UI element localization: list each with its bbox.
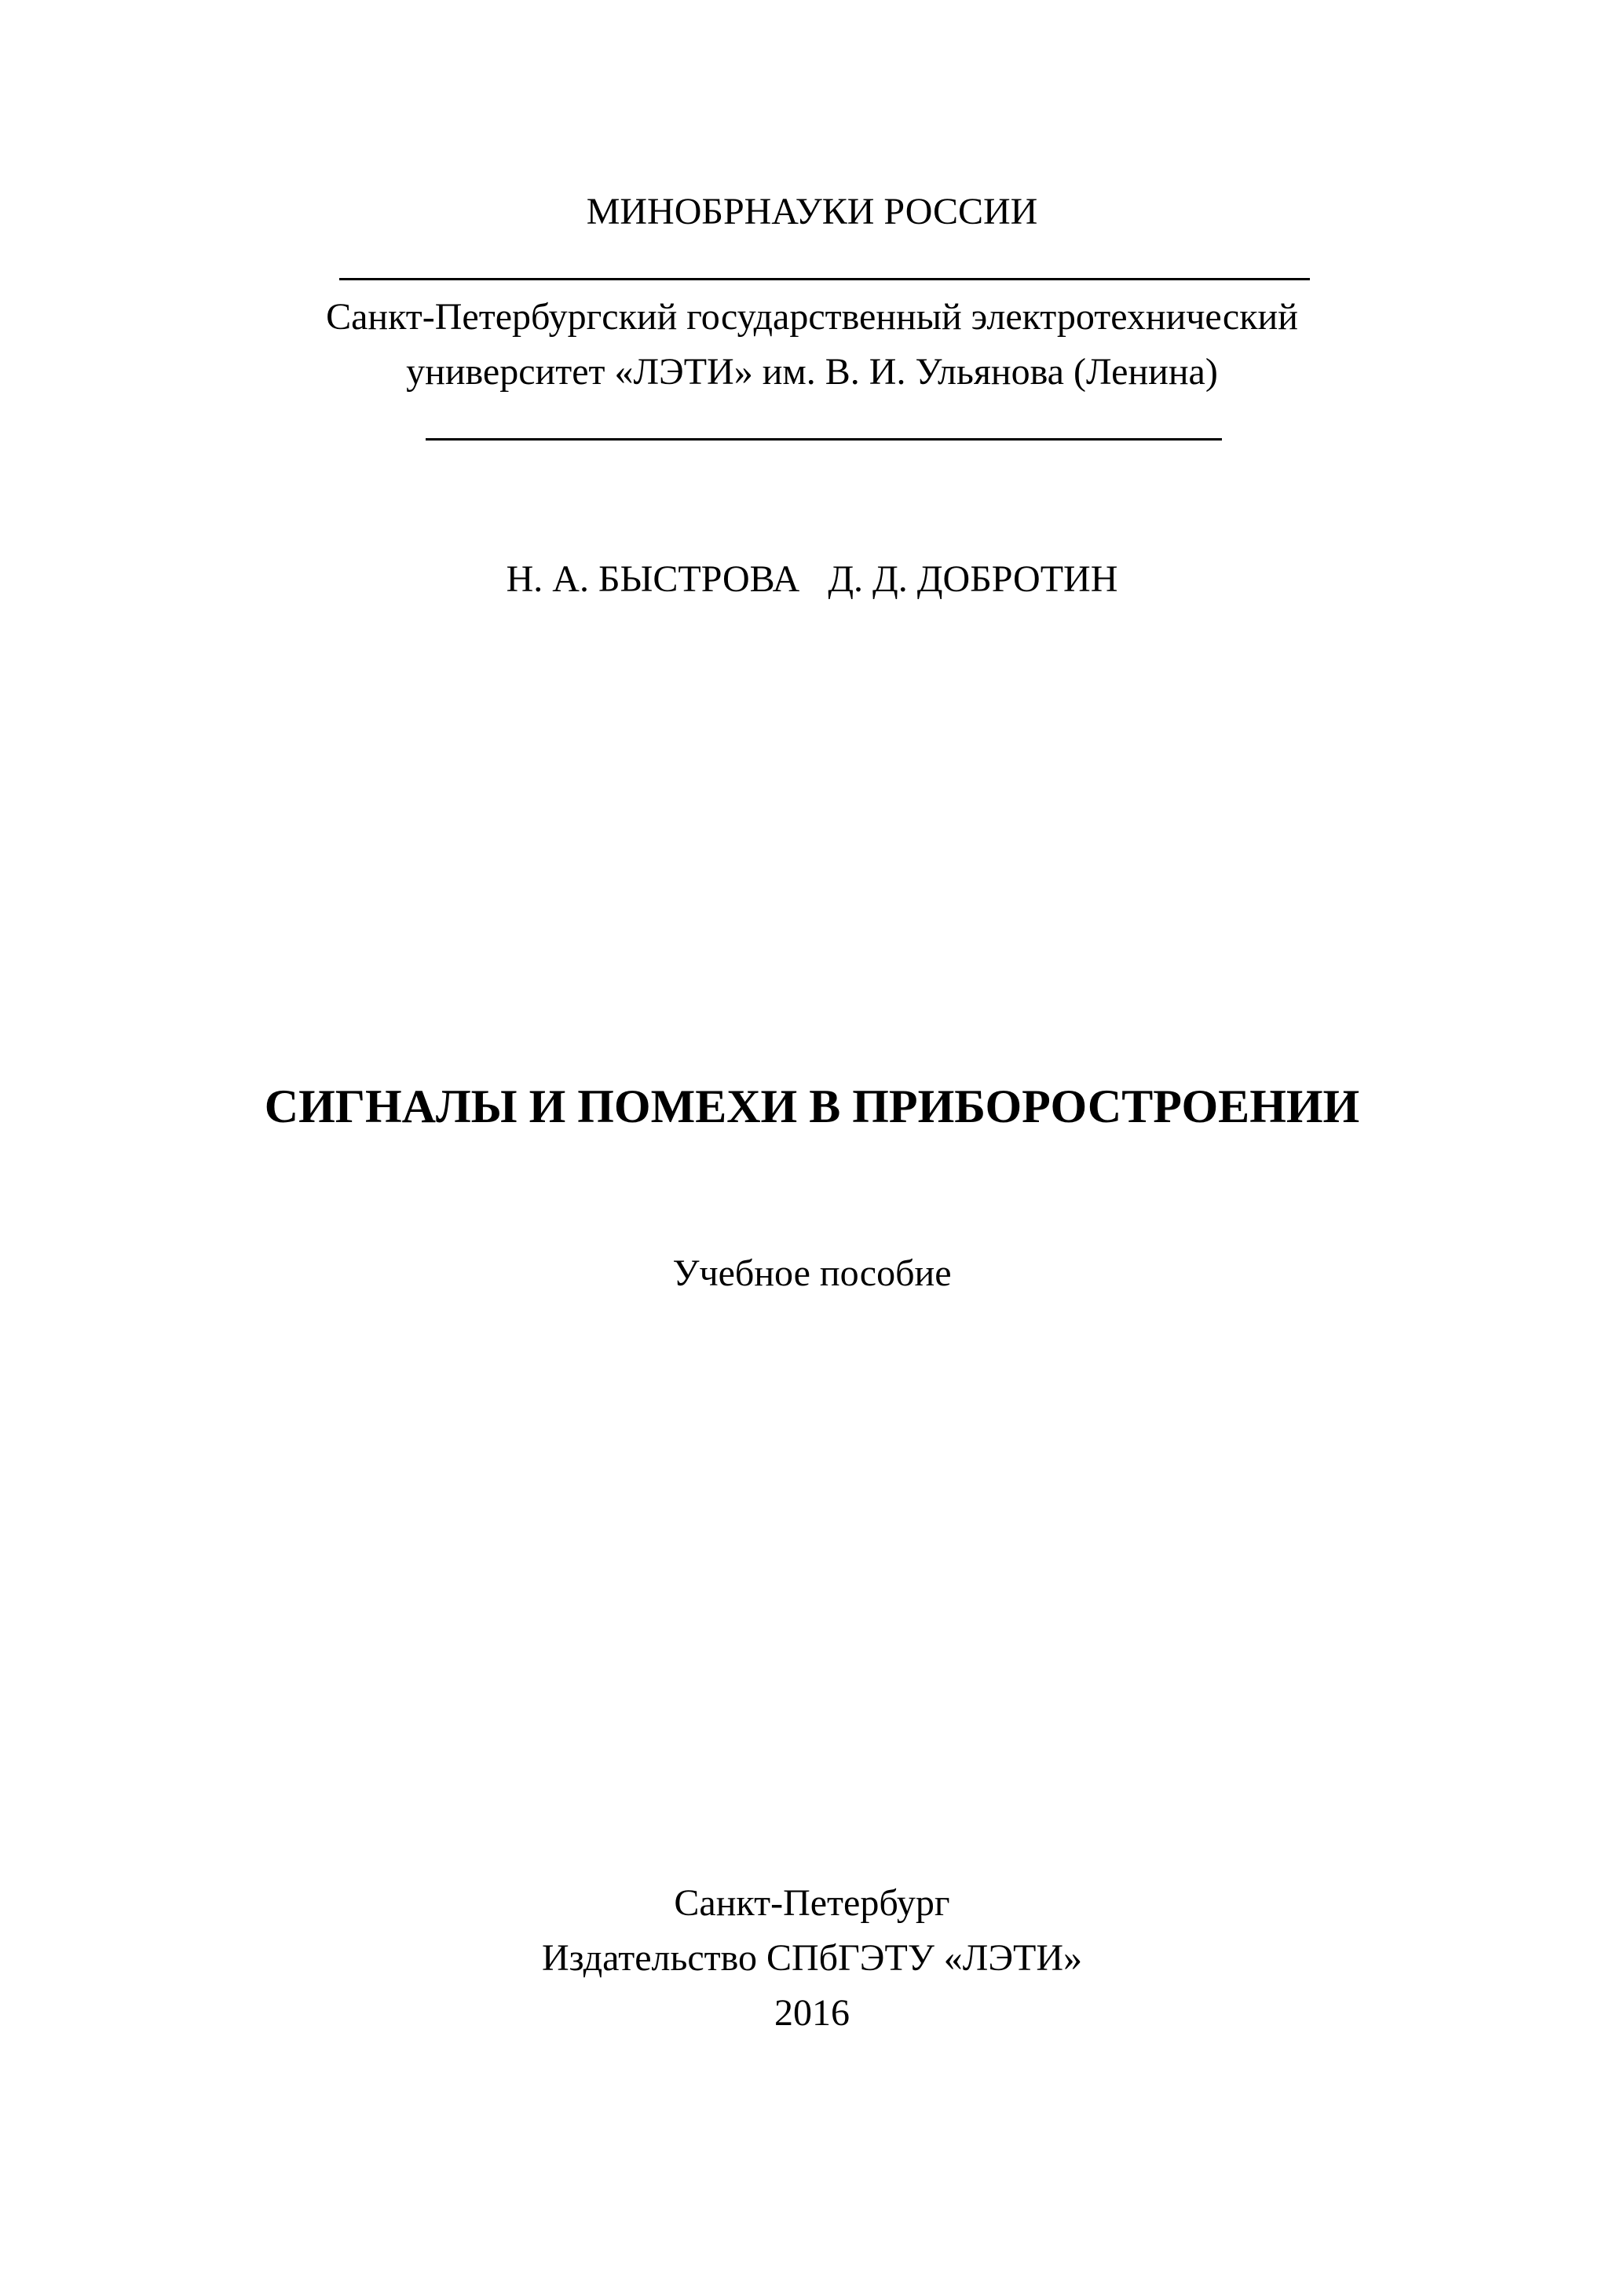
book-subtitle: Учебное пособие: [672, 1252, 952, 1294]
publication-year: 2016: [774, 1992, 850, 2034]
ministry-name: МИНОБРНАУКИ РОССИИ: [586, 191, 1038, 232]
university-name-line1: Санкт-Петербургский государственный электротехнический: [326, 296, 1298, 338]
authors: Н. А. БЫСТРОВА Д. Д. ДОБРОТИН: [506, 558, 1118, 600]
publication-city: Санкт-Петербург: [674, 1882, 950, 1924]
university-name-line2: университет «ЛЭТИ» им. В. И. Ульянова (Ленина): [406, 351, 1218, 393]
separator-rule-bottom: [426, 438, 1222, 441]
separator-rule-top: [339, 278, 1310, 280]
publisher-name: Издательство СПбГЭТУ «ЛЭТИ»: [541, 1937, 1083, 1979]
book-title: СИГНАЛЫ И ПОМЕХИ В ПРИБОРОСТРОЕНИИ: [264, 1080, 1360, 1132]
